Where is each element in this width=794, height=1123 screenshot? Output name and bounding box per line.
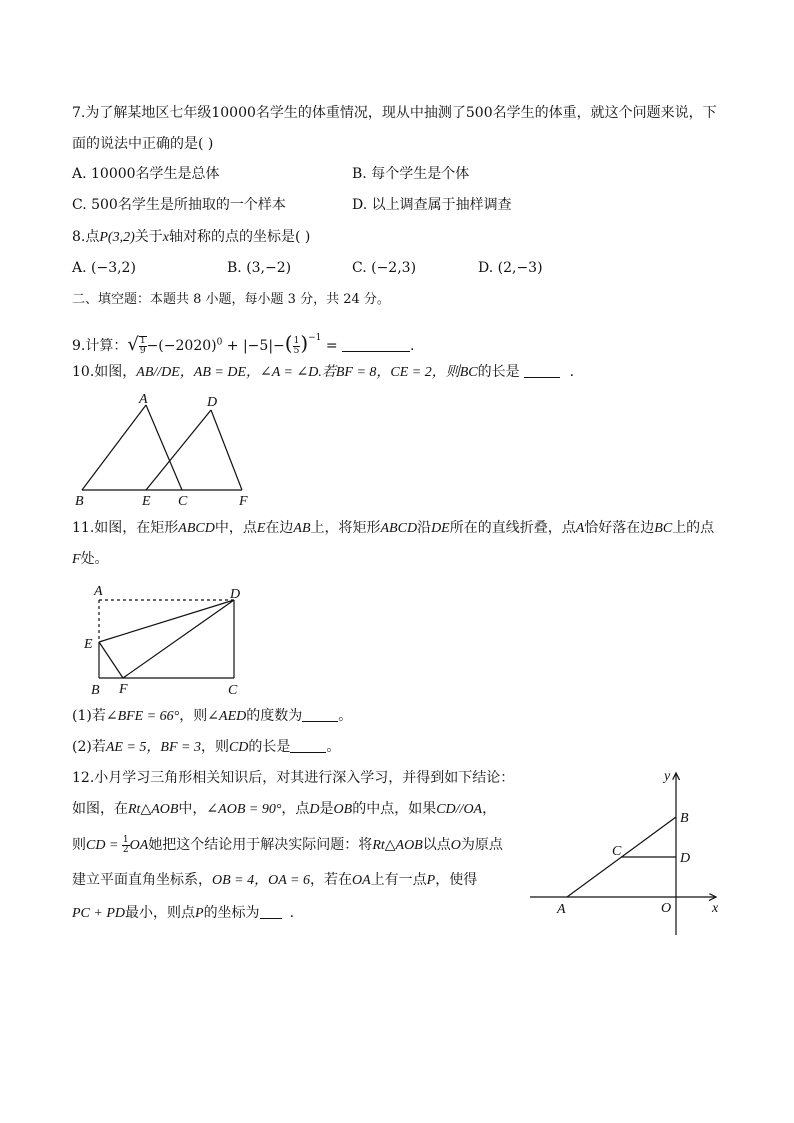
q8-point: P(3,2): [99, 230, 135, 245]
q11-t9: 沿: [417, 520, 432, 536]
q10-line-ac: [146, 405, 182, 490]
q12-b8: 为原点: [460, 837, 503, 853]
q11-s2b: AE = 5，BF = 3: [105, 740, 201, 755]
q11-line-fd: [123, 600, 234, 678]
q11-s1a: (1)若: [72, 708, 106, 724]
q12-b2: CD =: [86, 838, 122, 853]
q12-c2: OB = 4，OA = 6: [212, 873, 310, 888]
q12-a10: CD//OA: [436, 802, 483, 817]
q10-line-df: [211, 410, 242, 490]
q7-option-a: A. 10000名学生是总体: [72, 166, 220, 182]
q11-label-a: A: [94, 584, 103, 599]
q12-a7: 是: [319, 801, 334, 817]
q9-line: [72, 324, 415, 360]
q12-a4: ∠AOB = 90°: [206, 802, 282, 817]
q12-a1: 如图，在: [72, 801, 128, 817]
q12-a2: Rt△AOB: [128, 802, 179, 817]
q12-b1: 则: [72, 837, 86, 853]
q11-s2e: 的长是: [248, 739, 291, 755]
q11-label-d: D: [230, 587, 241, 602]
paren-open: (: [284, 331, 293, 355]
q10-pre: 10.如图，: [72, 364, 137, 380]
q12-a11: ，: [482, 801, 497, 817]
q11-t13: 恰好落在边: [584, 520, 655, 536]
q11-sub2-answer-blank[interactable]: [290, 738, 326, 753]
q10-label-a: A: [139, 392, 148, 407]
q12-line3: [72, 832, 503, 859]
q12-coordinate-figure: [530, 765, 740, 945]
q12-c6: P: [426, 873, 436, 888]
q7-line1: 7.为了解某地区七年级10000名学生的体重情况，现从中抽测了500名学生的体重，就这个问题来说，下: [72, 105, 717, 121]
q11-t17: 处。: [80, 551, 109, 567]
q11-s2f: 。: [326, 739, 341, 755]
q11-s2d: CD: [228, 740, 249, 755]
sqrt-symbol: √: [127, 334, 139, 355]
q12-a8: OB: [333, 802, 353, 817]
q8-option-b: B. (3,−2): [227, 260, 292, 276]
q11-t14: BC: [654, 521, 673, 536]
q10-label-c: C: [178, 494, 188, 509]
q12-c4: OA: [351, 873, 371, 888]
q9-expr2: + |−5|−: [222, 338, 285, 354]
q7-option-c: C. 500名学生是所抽取的一个样本: [72, 197, 286, 213]
q12-d3: P: [195, 906, 204, 921]
q12-c3: ，若在: [309, 872, 352, 888]
q12-b3: OA: [129, 838, 149, 853]
q11-label-c: C: [228, 683, 238, 698]
q11-s1e: 的度数为: [246, 708, 303, 724]
q10-line: [72, 362, 574, 383]
q8-axis: x: [162, 230, 169, 245]
q12-c5: 上有一点: [370, 872, 427, 888]
q12-b7: O: [450, 838, 461, 853]
q8-stem-pre: 8.点: [72, 229, 100, 245]
q12-c1: 建立平面直角坐标系，: [72, 872, 212, 888]
q12-a3: 中，: [178, 801, 207, 817]
q11-t6: AB: [293, 521, 311, 536]
q11-line-ed: [99, 600, 234, 642]
q8-option-a: A. (−3,2): [72, 260, 136, 276]
q9-eq: =: [321, 338, 343, 354]
q12-label-y: y: [664, 769, 671, 784]
q9-exp-neg1: −1: [308, 333, 322, 343]
q8-stem-post: 轴对称的点的坐标是( ): [168, 229, 311, 245]
q11-line-ef: [99, 642, 123, 678]
q11-t2: ABCD: [178, 521, 215, 536]
q12-b4: 她把这个结论用于解决实际问题：将: [148, 837, 373, 853]
q11-t16: F: [72, 552, 81, 567]
q12-frac-num: 1: [122, 834, 129, 845]
q12-a6: D: [309, 802, 320, 817]
q11-sub2: [72, 737, 340, 758]
q11-t7: 上，将矩形: [310, 520, 381, 536]
q11-figure: [82, 582, 252, 702]
q11-t8: ABCD: [380, 521, 418, 536]
q12-b6: 以点: [422, 837, 451, 853]
q9-sqrt-num: 1: [139, 336, 146, 346]
q11-t3: 中，点: [214, 520, 257, 536]
q10-end: .: [569, 364, 575, 380]
q12-b5: Rt△AOB: [372, 838, 423, 853]
q12-d2: 最小，则点: [125, 905, 195, 921]
q9-frac-den: 5: [293, 345, 300, 356]
q7-line2: 面的说法中正确的是( ): [72, 136, 214, 152]
q11-line2: [72, 549, 109, 570]
q12-line2: [72, 799, 496, 820]
q11-s1b: ∠BFE = 66°: [105, 709, 180, 724]
q11-s1c: ，则: [179, 708, 208, 724]
q11-t10: DE: [431, 521, 450, 536]
q12-label-c: C: [612, 844, 622, 859]
q12-d1: PC + PD: [72, 906, 125, 921]
q11-label-e: E: [84, 637, 93, 652]
q10-label-d: D: [207, 395, 218, 410]
q12-line5: [72, 903, 294, 924]
q11-t4: E: [256, 521, 266, 536]
q11-t12: A: [575, 521, 585, 536]
q8-option-c: C. (−2,3): [352, 260, 417, 276]
q9-exp0: 0: [216, 337, 223, 348]
section-2-heading: 二、填空题：本题共 8 小题，每小题 3 分，共 24 分。: [72, 292, 390, 307]
q10-line-ed: [146, 410, 211, 490]
q12-label-b: B: [680, 811, 689, 826]
q11-t15: 上的点: [672, 520, 715, 536]
q10-label-b: B: [75, 494, 84, 509]
q11-sub1: [72, 706, 352, 727]
q12-label-d: D: [680, 851, 691, 866]
q10-answer-blank[interactable]: [524, 363, 560, 378]
q12-a5: ，点: [281, 801, 310, 817]
q11-line1: [72, 518, 714, 539]
q12-half-fraction: [122, 836, 130, 855]
q12-line1: 12.小月学习三角形相关知识后，对其进行深入学习，并得到如下结论：: [72, 770, 515, 786]
q9-answer-blank[interactable]: [342, 337, 410, 352]
q10-label-f: F: [239, 494, 248, 509]
q11-s1d: ∠AED: [207, 709, 247, 724]
q10-post: 的长是: [477, 364, 520, 380]
q11-t5: 在边: [265, 520, 294, 536]
q12-label-x: x: [712, 901, 719, 916]
q7-option-b: B. 每个学生是个体: [352, 166, 470, 182]
q10-label-e: E: [142, 494, 151, 509]
q9-frac-num: 1: [293, 335, 300, 346]
q9-end: .: [410, 338, 415, 354]
q11-sub1-answer-blank[interactable]: [302, 707, 338, 722]
q11-s2c: ，则: [200, 739, 229, 755]
q12-d4: 的坐标为: [203, 905, 260, 921]
q8-stem-mid: 关于: [134, 229, 163, 245]
q9-sqrt-den: 9: [139, 346, 146, 356]
q11-label-f: F: [119, 682, 128, 697]
q10-figure: [70, 388, 270, 508]
q12-c7: ，使得: [435, 872, 478, 888]
q10-line-ba: [82, 405, 146, 490]
q11-s2a: (2)若: [72, 739, 106, 755]
q12-frac-den: 2: [122, 844, 129, 855]
q10-conditions: AB//DE，AB = DE，∠A = ∠D.若BF = 8，CE = 2，则BC: [136, 365, 478, 380]
paren-close: ): [300, 331, 309, 355]
q11-t11: 所在的直线折叠，点: [449, 520, 576, 536]
q9-pre: 9.计算：: [72, 338, 128, 354]
q12-a9: 的中点，如果: [352, 801, 437, 817]
q8-option-d: D. (2,−3): [478, 260, 543, 276]
q12-label-a: A: [557, 902, 566, 917]
q11-label-b: B: [91, 683, 100, 698]
q11-t1: 11.如图，在矩形: [72, 520, 179, 536]
q12-label-o: O: [661, 901, 672, 916]
q12-line4: [72, 870, 477, 891]
q8-stem: [72, 227, 310, 248]
q12-d5: .: [289, 905, 295, 921]
q7-option-d: D. 以上调查属于抽样调查: [352, 197, 512, 213]
q9-expr1: −(−2020): [146, 338, 217, 354]
q12-answer-blank[interactable]: [260, 904, 282, 919]
q11-s1f: 。: [338, 708, 353, 724]
q9-sqrt-fraction: [139, 336, 147, 356]
